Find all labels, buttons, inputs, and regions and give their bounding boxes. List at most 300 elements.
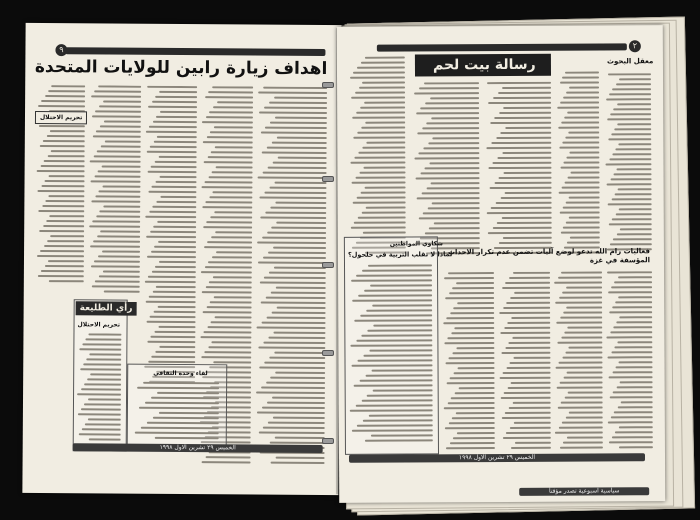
text-line [154,437,219,439]
text-line [159,346,195,348]
text-line [558,191,599,193]
text-line [274,352,325,354]
text-line [215,231,252,233]
text-line [262,322,326,324]
text-line [271,462,325,464]
text-line [613,173,651,175]
text-line [97,150,141,152]
text-line [561,271,602,273]
text-line [365,186,406,188]
text-line [608,356,653,358]
text-line [607,271,652,273]
text-line [454,307,495,309]
text-line [92,200,141,202]
text-line [201,356,251,358]
text-line [563,96,599,98]
text-line [365,121,405,123]
right-column-8 [554,271,603,451]
text-line [209,281,252,283]
right-column-2 [413,82,480,258]
staple-1 [322,82,334,88]
text-line [556,301,603,303]
text-line [273,247,326,249]
text-line [503,437,551,439]
text-line [259,282,326,284]
text-line [414,157,479,159]
right-header-bar [377,43,627,51]
text-line [562,291,602,293]
text-line [215,316,252,318]
text-line [445,427,495,429]
text-line [505,347,550,349]
text-line [354,319,432,321]
text-line [426,187,479,189]
text-line [267,317,326,319]
text-line [455,392,495,394]
text-line [91,285,139,287]
text-line [445,297,494,299]
text-line [357,67,405,69]
text-line [40,230,85,232]
text-line [256,392,325,394]
text-line [562,76,599,78]
left-section-tag: تحريم الاحتلال [35,111,88,124]
text-line [203,141,253,143]
text-line [420,107,479,109]
text-line [616,83,651,85]
text-line [416,177,480,179]
text-line [512,402,550,404]
text-line [361,62,405,64]
text-line [91,95,141,97]
text-line [432,137,479,139]
text-line [608,291,652,293]
text-line [264,107,327,109]
text-line [157,306,195,308]
text-line [263,427,325,429]
text-line [204,246,252,248]
text-line [488,167,551,169]
right-column-9 [606,271,653,451]
staple-3 [322,262,334,268]
text-line [613,326,652,328]
text-line [152,271,196,273]
text-line [565,201,599,203]
text-line [352,364,433,366]
text-line [356,274,432,276]
text-line [38,105,85,107]
text-line [207,241,252,243]
right-column-6 [442,272,495,452]
text-line [499,112,551,114]
text-line [559,296,602,298]
text-line [100,125,141,127]
text-line [425,167,480,169]
text-line [212,86,253,88]
text-line [51,150,85,152]
text-line [559,126,600,128]
text-line [151,251,196,253]
text-line [490,187,552,189]
text-line [43,225,84,227]
text-line [369,414,433,416]
text-line [569,216,600,218]
text-line [500,197,551,199]
text-line [273,332,326,334]
text-line [362,334,433,336]
text-line [205,96,253,98]
text-line [559,146,599,148]
text-line [360,106,405,108]
text-line [617,168,652,170]
text-line [565,351,602,353]
text-line [144,281,195,283]
text-line [153,291,196,293]
text-line [357,424,433,426]
text-line [147,171,196,173]
text-line [103,185,141,187]
text-line [49,280,84,282]
text-line [452,417,495,419]
text-line [261,302,326,304]
text-line [563,226,600,228]
text-line [612,88,651,90]
text-line [612,436,653,438]
text-line [617,341,652,343]
left-header-bar [65,47,325,56]
text-line [619,208,652,210]
text-line [159,91,197,93]
text-line [210,216,252,218]
text-line [450,377,495,379]
text-line [616,148,652,150]
text-line [83,363,121,365]
text-line [269,442,324,444]
text-line [618,276,653,278]
text-line [504,107,552,109]
text-line [96,215,140,217]
text-line [355,404,432,406]
text-line [258,177,327,179]
text-line [619,78,651,80]
text-line [158,241,196,243]
text-line [41,185,84,187]
text-line [137,387,219,390]
text-line [49,195,85,197]
text-line [146,151,196,153]
text-line [214,126,253,128]
text-line [90,160,141,162]
text-line [569,86,599,88]
right-bottom-banner: سياسية اسبوعية تصدر مؤقتاً [519,487,649,496]
text-line [434,222,480,224]
text-line [46,200,85,202]
text-line [216,166,253,168]
text-line [48,90,85,92]
text-line [453,287,495,289]
text-line [616,321,652,323]
text-line [37,170,85,172]
text-line [149,211,196,213]
text-line [607,183,652,185]
text-line [206,116,253,118]
right-column-3 [485,82,552,258]
text-line [448,272,494,274]
text-line [457,302,494,304]
text-line [101,230,141,232]
text-line [269,272,326,274]
text-line [350,344,432,346]
text-line [150,146,197,148]
text-line [87,378,121,380]
text-line [206,286,252,288]
text-line [91,265,140,267]
text-line [456,282,494,284]
text-line [366,141,405,143]
text-line [273,417,325,419]
text-line [258,432,325,434]
text-line [559,211,599,213]
text-line [40,145,85,147]
text-line [562,356,602,358]
text-line [84,403,121,405]
text-line [566,156,599,158]
text-line [160,111,197,113]
text-line [268,252,326,254]
text-line [514,292,550,294]
text-line [614,193,651,195]
text-line [98,170,141,172]
text-line [509,277,550,279]
text-line [615,301,652,303]
text-line [568,131,599,133]
text-line [368,329,433,331]
left-column-3 [143,86,197,386]
opinion-subtitle: تحريم الاحتلال [77,321,120,329]
text-line [557,386,603,388]
text-line [265,212,326,214]
text-line [102,250,140,252]
text-line [272,397,325,399]
text-line [150,231,196,233]
text-line [355,91,405,93]
text-line [611,351,652,353]
text-line [260,132,327,134]
text-line [446,447,495,449]
text-line [151,397,219,399]
text-line [362,269,432,271]
text-line [502,287,550,289]
text-line [46,135,84,137]
text-line [358,216,406,218]
text-line [457,432,495,434]
text-line [153,121,197,123]
left-column-2 [88,85,141,295]
text-line [145,402,219,405]
text-line [260,217,326,219]
text-line [90,373,121,375]
text-line [353,136,405,138]
text-line [350,226,405,228]
text-line [619,296,653,298]
text-line [159,261,196,263]
text-line [494,182,551,184]
text-line [557,321,603,323]
text-line [100,210,141,212]
text-line [153,311,195,313]
text-line [615,431,653,433]
text-line [429,227,480,229]
text-line [351,429,432,431]
text-line [612,371,652,373]
text-line [371,434,433,436]
text-line [503,172,551,174]
text-line [360,379,433,381]
text-line [367,394,433,396]
text-line [156,96,198,98]
text-line [86,358,121,360]
text-line [444,277,494,279]
text-line [494,117,551,119]
text-line [498,242,551,244]
text-line [77,393,121,395]
text-line [93,240,140,242]
text-line [204,161,253,163]
text-line [568,196,600,198]
text-line [562,421,603,423]
text-line [618,123,652,125]
text-line [271,377,326,379]
text-line [453,437,495,439]
text-line [264,192,326,194]
text-line [147,341,195,343]
complaints-text [348,264,433,446]
text-line [493,97,551,99]
text-line [568,326,603,328]
text-line [563,376,602,378]
text-line [610,113,651,115]
text-line [612,306,652,308]
text-line [210,301,252,303]
text-line [202,121,253,123]
right-column-5 [605,73,652,257]
text-line [45,95,85,97]
text-line [152,356,196,358]
text-line [502,352,551,354]
text-line [148,191,196,193]
text-line [363,419,433,421]
text-line [275,372,325,374]
text-line [564,116,599,118]
text-line [611,198,651,200]
text-line [38,275,84,277]
text-line [444,407,495,409]
text-line [268,337,325,339]
text-line [358,359,433,361]
text-line [151,166,197,168]
text-line [567,306,603,308]
text-line [356,176,406,178]
text-line [139,407,219,410]
text-line [558,276,602,278]
text-line [422,127,479,129]
text-line [269,102,327,104]
text-line [609,441,653,443]
text-line [497,222,552,224]
text-line [569,151,599,153]
text-line [263,342,325,344]
text-line [141,427,219,430]
text-line [42,205,84,207]
text-line [89,353,121,355]
text-line [156,116,197,118]
text-line [487,82,551,84]
text-line [617,406,652,408]
text-line [146,236,196,238]
text-line [79,433,121,435]
text-line [207,326,251,328]
text-line [203,311,252,313]
text-line [274,97,327,99]
text-line [40,165,84,167]
text-line [204,331,252,333]
text-line [357,131,405,133]
text-line [618,361,652,363]
text-line [95,280,140,282]
text-line [84,383,121,385]
text-line [486,212,551,214]
text-line [50,130,85,132]
text-line [264,277,326,279]
text-line [93,155,140,157]
text-line [431,182,480,184]
text-line [568,391,603,393]
text-line [422,192,480,194]
text-line [350,409,433,411]
text-line [506,432,551,434]
text-line [505,192,552,194]
text-line [611,416,653,418]
text-line [264,362,325,364]
text-line [561,101,600,103]
text-line [501,417,550,419]
text-line [51,235,85,237]
text-line [147,422,219,425]
text-line [500,132,551,134]
text-line [502,152,552,154]
left-headline: اهداف زيارة رابين للولايات المتحدة [34,56,328,80]
text-line [617,103,652,105]
text-line [275,287,325,289]
text-line [157,221,196,223]
text-line [511,447,551,449]
text-line [515,442,551,444]
text-line [45,265,84,267]
text-line [616,386,652,388]
text-line [216,251,252,253]
text-line [273,162,327,164]
text-line [566,286,602,288]
text-line [48,260,84,262]
text-line [620,316,653,318]
text-line [267,402,325,404]
text-line [269,357,325,359]
text-line [606,163,652,165]
text-line [569,411,603,413]
text-line [37,255,84,257]
text-line [103,205,140,207]
text-line [99,190,141,192]
